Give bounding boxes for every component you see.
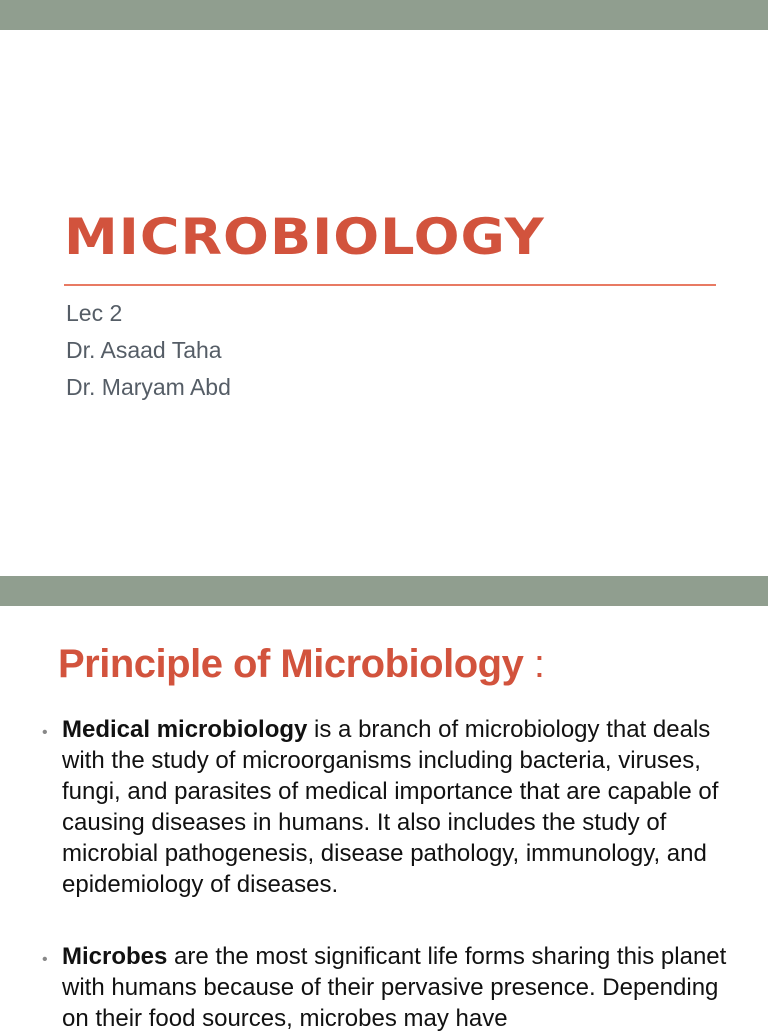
slide-title: MICROBIOLOGY — [64, 208, 545, 266]
bullet-term: Medical microbiology — [62, 716, 308, 743]
author-line-2: Dr. Maryam Abd — [66, 374, 231, 400]
slide-top-band — [0, 0, 768, 30]
bullet-text: is a branch of microbiology that deals with the study of microorganisms including bacteria, viruses, fungi, and parasites of medical importance that are capable of causing diseases in humans. It also includes the study of microbial pathogenesis, disease pathology, immunology, and epidemiology of diseases. — [62, 716, 719, 898]
lecture-number: Lec 2 — [66, 300, 123, 326]
title-divider — [64, 284, 716, 286]
author-line-1: Dr. Asaad Taha — [66, 337, 222, 363]
bullet-paragraph — [62, 714, 742, 900]
bullet-text: are the most significant life forms sharing this planet with humans because of their pervasive presence. Depending on their food sources, microbes may have — [62, 943, 727, 1032]
section-heading — [58, 642, 545, 687]
bullet-paragraph — [62, 941, 742, 1034]
slide-separator-band — [0, 576, 768, 606]
section-heading-colon: : — [523, 642, 545, 686]
bullet-icon: • — [42, 951, 48, 968]
section-heading-text: Principle of Microbiology — [58, 642, 524, 686]
bullet-icon: • — [42, 724, 48, 741]
bullet-term: Microbes — [62, 943, 168, 970]
